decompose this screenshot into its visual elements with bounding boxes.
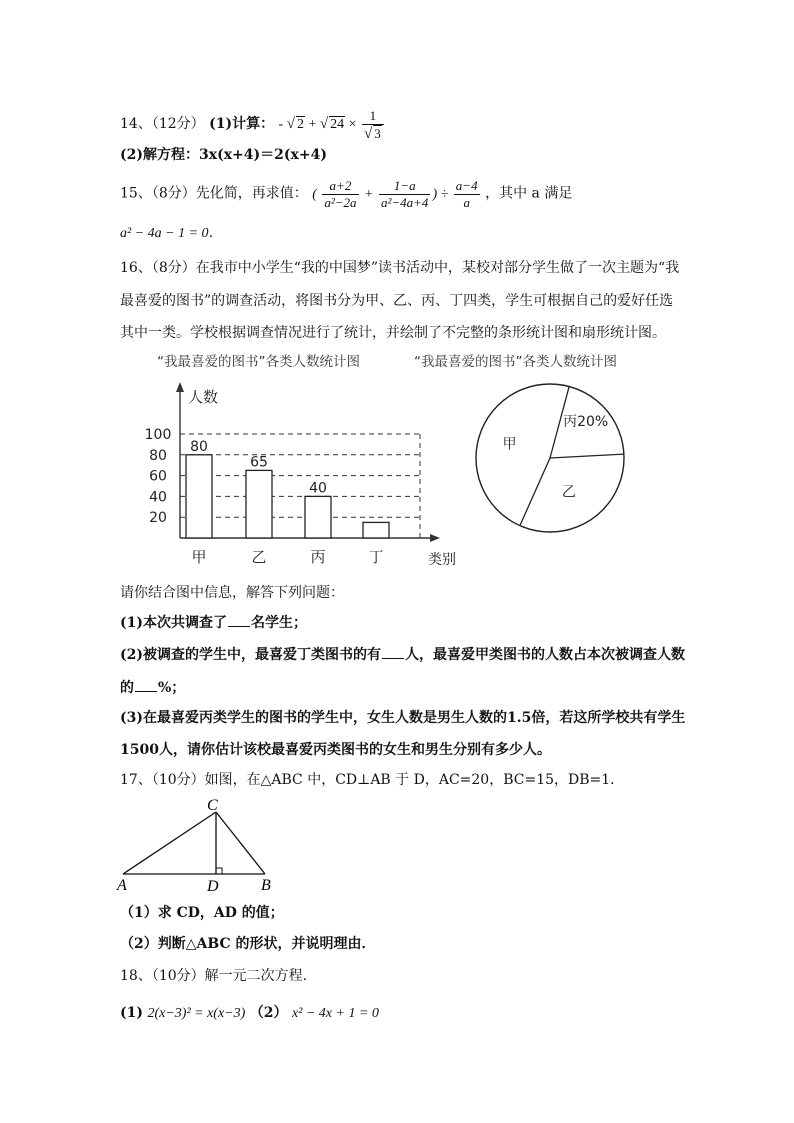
bar-丁 — [363, 522, 389, 538]
pie-chart-title: “我最喜爱的图书”各类人数统计图 — [414, 354, 617, 370]
plus-sign: + — [364, 186, 374, 202]
frac2-den: a²−4a+4 — [380, 195, 429, 210]
y-tick-label: 40 — [149, 489, 167, 506]
q15-number: 15、（8分）先化简，再求值： — [120, 185, 308, 202]
label-A: A — [117, 877, 127, 894]
q14-number: 14、（12分） — [120, 116, 205, 133]
x-tick-label: 甲 — [191, 548, 207, 566]
times-sign: × — [348, 117, 357, 133]
sqrt-24: 24 — [330, 117, 345, 133]
q15-tail: ，其中 a 满足 — [485, 185, 573, 202]
q15-frac2 — [379, 178, 430, 211]
x-axis-label: 类别 — [428, 552, 456, 568]
q14-part2: (2)解方程：3x(x+4)＝2(x+4) — [120, 147, 327, 163]
bar-乙 — [246, 470, 272, 538]
frac2-num: 1−a — [379, 178, 430, 195]
bar-value-label: 65 — [250, 454, 268, 471]
answer-blank-3 — [135, 677, 157, 692]
x-tick-label: 丙 — [310, 548, 326, 566]
q15-condition: a² − 4a − 1 = 0． — [120, 226, 223, 241]
q14-line1 — [120, 108, 386, 142]
label-B: B — [261, 877, 271, 894]
q14-part1-expression: - √ 2 + √ 24 × $\frac{1}{√ 3}$ — [279, 117, 386, 132]
frac-denominator: 3 — [374, 126, 381, 141]
sub1-text-a: (1)本次共调查了 — [120, 615, 227, 631]
bar-甲 — [186, 455, 212, 538]
y-axis-arrow — [176, 382, 184, 392]
pie-slice-label: 甲 — [502, 436, 517, 453]
frac3-den: a — [463, 195, 470, 210]
plus-sign: + — [308, 117, 317, 133]
frac3-num: a−4 — [455, 178, 478, 193]
q17-sub1: （1）求 CD，AD 的值； — [120, 905, 284, 921]
q18-part1-label: (1) — [120, 1005, 143, 1021]
y-tick-label: 80 — [149, 447, 167, 464]
q16-sub2-line2 — [120, 677, 185, 698]
q16-sub1 — [120, 612, 307, 633]
label-C: C — [207, 797, 218, 814]
label-D: D — [207, 878, 219, 894]
pie-chart — [466, 370, 636, 540]
q15-frac1 — [322, 178, 358, 211]
segment-BC — [216, 812, 265, 874]
answer-blank-1 — [228, 612, 250, 627]
sub2-text-b: 人，最喜爱甲类图书的人数占本次被调查人数 — [405, 647, 685, 663]
bar-chart-title: “我最喜爱的图书”各类人数统计图 — [157, 354, 360, 370]
sub1-text-b: 名学生； — [251, 615, 307, 631]
q16-prompt: 请你结合图中信息，解答下列问题： — [120, 585, 344, 601]
q17-sub2: （2）判断△ABC 的形状，并说明理由． — [120, 936, 376, 952]
q16-sub3-line2: 1500人，请你估计该校最喜爱丙类图书的女生和男生分别有多少人。 — [120, 742, 551, 758]
minus-sign: - — [278, 117, 284, 133]
sqrt-2: 2 — [296, 117, 304, 133]
triangle-figure — [115, 794, 285, 894]
answer-blank-2 — [382, 644, 404, 659]
q18-part2-label: （2） — [249, 1005, 288, 1021]
q16-line2: 最喜爱的图书”的调查活动，将图书分为甲、乙、丙、丁四类，学生可根据自己的爱好任选 — [120, 293, 674, 309]
bar-value-label: 40 — [309, 480, 327, 497]
divide-sign: ÷ — [440, 186, 449, 202]
q15-frac3 — [454, 178, 480, 211]
q18-part1-expression: 2(x−3)² = x(x−3) — [147, 1006, 246, 1021]
x-tick-label: 丁 — [368, 548, 384, 566]
bar-chart — [130, 378, 470, 578]
y-tick-label: 20 — [149, 510, 167, 527]
q16-line1: 16、（8分）在我市中小学生“我的中国梦”读书活动中，某校对部分学生做了一次主题为“我 — [120, 260, 680, 276]
q15-line1 — [120, 178, 572, 211]
q18-equations — [120, 1003, 379, 1024]
x-axis-arrow — [430, 534, 440, 542]
frac-numerator: 1 — [362, 108, 384, 125]
sub2-text-c: 的 — [120, 680, 134, 696]
sub2-text-a: (2)被调查的学生中，最喜爱丁类图书的有 — [120, 647, 381, 663]
frac1-den: a²−2a — [324, 195, 357, 210]
q15-expression: ( $\frac{a+2}{\text{a²−2a}}$ + $\frac{1-a}{\text{a²−4a+4}}$ ) ÷ $\frac{a-4}{a}$ — [312, 178, 478, 210]
bar-丙 — [305, 496, 331, 538]
y-axis-label: 人数 — [188, 388, 219, 406]
q14-part1-label: (1)计算： — [209, 116, 275, 133]
right-angle-mark — [216, 868, 222, 874]
y-tick-label: 100 — [144, 427, 172, 443]
pie-slice-label: 乙 — [561, 484, 576, 501]
pie-slice-label: 丙20% — [563, 414, 609, 431]
y-tick-label: 60 — [149, 468, 167, 485]
q17-line: 17、（10分）如图，在△ABC 中，CD⊥AB 于 D，AC=20，BC=15，DB=1． — [120, 772, 625, 788]
q16-sub2-line1 — [120, 644, 685, 665]
q18-line: 18、（10分）解一元二次方程. — [120, 968, 308, 984]
x-tick-label: 乙 — [251, 548, 267, 566]
sub2-text-d: %； — [158, 680, 186, 696]
q16-sub3-line1: (3)在最喜爱丙类学生的图书的学生中，女生人数是男生人数的1.5倍，若这所学校共有学生 — [120, 710, 686, 726]
q18-part2-expression: x² − 4x + 1 = 0 — [291, 1006, 379, 1021]
frac1-num: a+2 — [322, 178, 358, 195]
segment-AC — [123, 812, 216, 874]
q16-line3: 其中一类。学校根据调查情况进行了统计，并绘制了不完整的条形统计图和扇形统计图。 — [120, 325, 666, 341]
fraction-1-over-sqrt3: $\frac{1}{√ 3}$ — [362, 108, 384, 142]
bar-value-label: 80 — [190, 438, 208, 455]
